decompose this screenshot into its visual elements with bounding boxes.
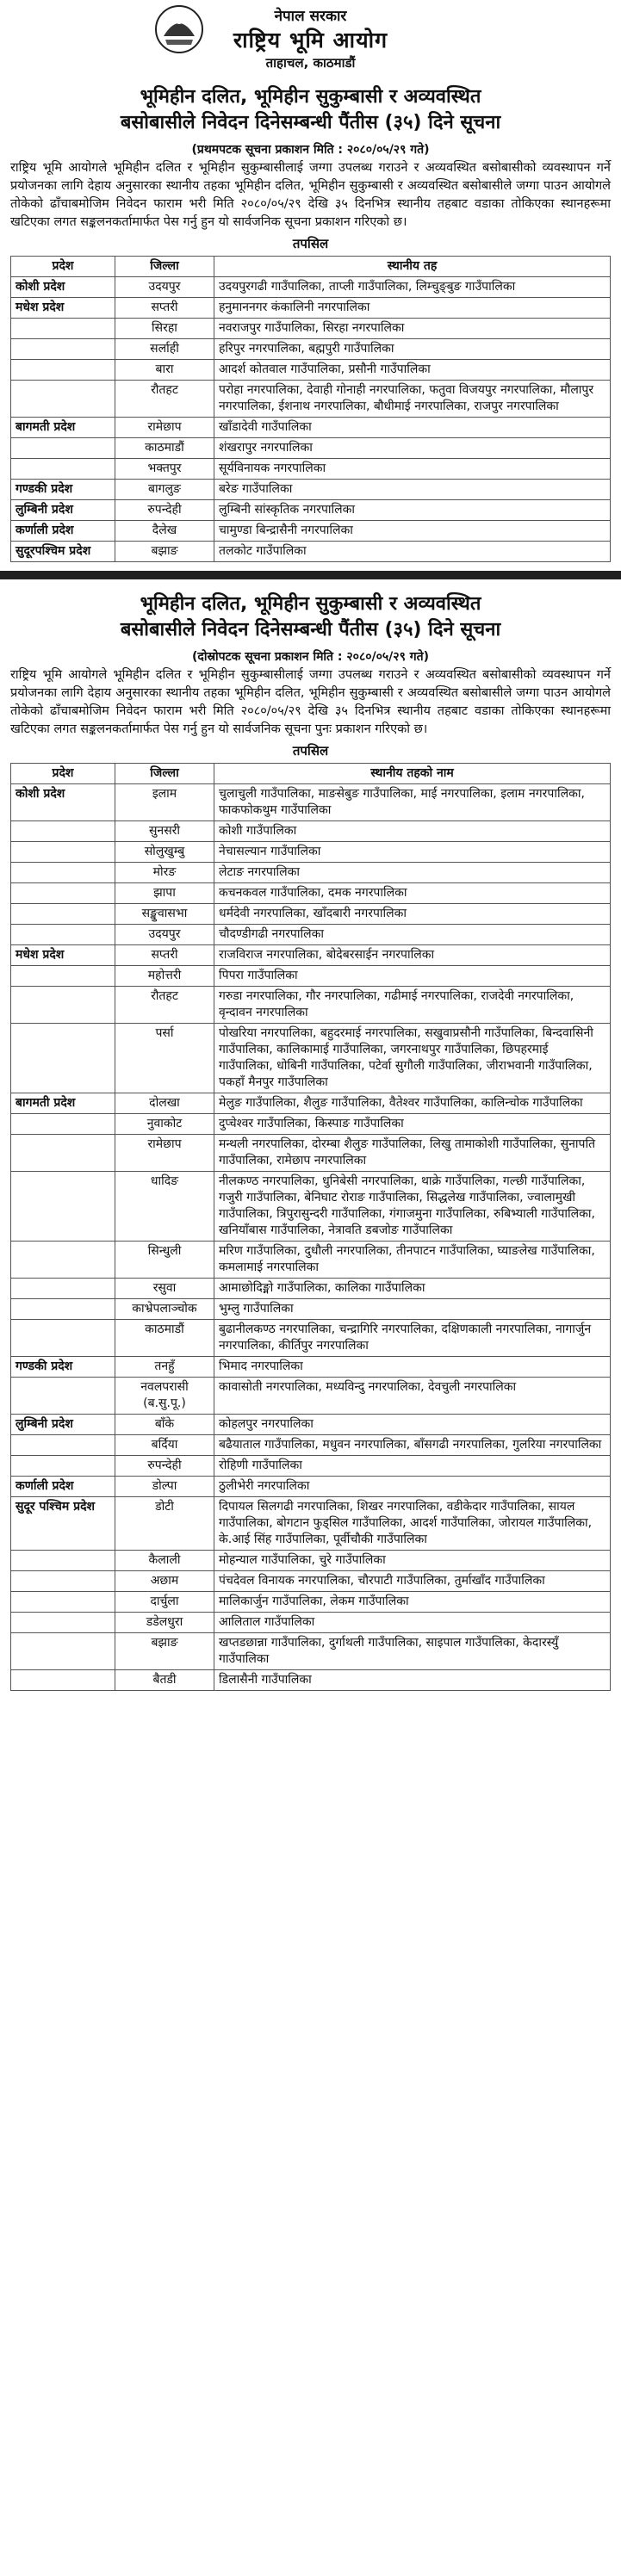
cell-local-levels: उदयपुरगढी गाउँपालिका, ताप्ली गाउँपालिका, लिम्चुङ्बुङ गाउँपालिका [214,277,611,298]
table-row [11,1456,611,1477]
cell-province [11,987,115,1024]
cell-province: सुदूर पश्चिम प्रदेश [11,1497,115,1551]
notice-body: राष्ट्रिय भूमि आयोगले भूमिहीन दलित र भूमिहीन सुकुम्बासीलाई जग्गा उपलब्ध गराउने र अव्यवस्थित बसोबासीको व्यवस्थापन गर्ने प्रयोजनका लागि देहाय अनुसारका स्थानीय तहका भूमिहीन दलित, भूमिहीन सुकुम्बासी र अव्यवस्थित बसोबासीले जग्गा पाउन आयोगले तोकेको ढाँचाबमोजिम निवेदन फाराम भरी मिति २०८०/०५/२९ देखि ३५ दिनभित्र स्थानीय तहबाट वडाका तोकिएका स्थानहरूमा खटिएका लगत सङ्कलनकर्तामार्फत पेस गर्नु हुन यो सार्वजनिक सूचना पुनः प्रकाशन गरिएको छ। [10,668,611,736]
header-district: जिल्ला [115,764,214,784]
cell-local-levels: मोहन्याल गाउँपालिका, चुरे गाउँपालिका [214,1551,611,1571]
cell-district: बाँके [115,1415,214,1435]
cell-local-levels: राजविराज नगरपालिका, बोदेबरसाईन नगरपालिका [214,945,611,966]
cell-local-levels: मरिण गाउँपालिका, दुधौली नगरपालिका, तीनपाटन गाउँपालिका, घ्याङलेख गाउँपालिका, कमलामाई नगरपालिका [214,1242,611,1279]
cell-district: सर्लाही [115,339,214,360]
table-row [11,500,611,521]
cell-district: सप्तरी [115,945,214,966]
cell-province [11,1299,115,1320]
cell-local-levels: आदर्श कोतवाल गाउँपालिका, प्रसौनी गाउँपालिका [214,360,611,381]
cell-local-levels: खप्तडछान्ना गाउँपालिका, दुर्गाथली गाउँपालिका, साइपाल गाउँपालिका, केदारस्युँ गाउँपालिका [214,1633,611,1670]
cell-province [11,1024,115,1093]
cell-province [11,360,115,381]
cell-province [11,1551,115,1571]
cell-province [11,821,115,842]
cell-district: सोलुखुम्बु [115,842,214,863]
cell-province: लुम्बिनी प्रदेश [11,500,115,521]
table-row [11,1435,611,1456]
cell-district: पर्सा [115,1024,214,1093]
cell-province [11,1456,115,1477]
cell-local-levels: धर्मदेवी नगरपालिका, खाँदबारी नगरपालिका [214,904,611,925]
cell-province [11,381,115,418]
table-row [11,1279,611,1299]
cell-local-levels: शंखरापुर नगरपालिका [214,438,611,459]
cell-district: नवलपरासी (ब.सु.पू.) [115,1378,214,1415]
cell-province: कोशी प्रदेश [11,784,115,821]
cell-district: सङ्खुवासभा [115,904,214,925]
cell-province [11,1435,115,1456]
table-row [11,339,611,360]
government-label: नेपाल सरकार [274,8,347,25]
table-row [11,842,611,863]
cell-province [11,1135,115,1172]
cell-local-levels: हरिपुर नगरपालिका, बह्मपुरी गाउँपालिका [214,339,611,360]
table-row [11,784,611,821]
publication-date: (दोस्रोपटक सूचना प्रकाशन मिति : २०८०/०५/२९ गते) [191,650,429,664]
cell-local-levels: कावासोती नगरपालिका, मध्यविन्दु नगरपालिका, देवचुली नगरपालिका [214,1378,611,1415]
notice-body: राष्ट्रिय भूमि आयोगले भूमिहीन दलित र भूमिहीन सुकुम्बासीलाई जग्गा उपलब्ध गराउने र अव्यवस्थित बसोबासीको व्यवस्थापन गर्ने प्रयोजनका लागि देहाय अनुसारका स्थानीय तहका भूमिहीन दलित, भूमिहीन सुकुम्बासी र अव्यवस्थित बसोबासीले जग्गा पाउन आयोगले तोकेको ढाँचाबमोजिम निवेदन फाराम भरी मिति २०८०/०५/२९ देखि ३५ दिनभित्र स्थानीय तहबाट वडाका तोकिएका स्थानहरूमा खटिएका लगत सङ्कलनकर्तामार्फत पेस गर्नु हुन यो सार्वजनिक सूचना प्रकाशन गरिएको छ। [10,161,611,229]
cell-district: बैतडी [115,1670,214,1691]
table-row [11,1135,611,1172]
cell-province [11,904,115,925]
cell-district: मोरङ [115,863,214,883]
publication-date: (प्रथमपटक सूचना प्रकाशन मिति : २०८०/०५/२९ गते) [191,143,430,157]
cell-local-levels: चुलाचुली गाउँपालिका, माङसेबुङ गाउँपालिका, माई नगरपालिका, इलाम नगरपालिका, फाकफोकथुम गाउँपालिका [214,784,611,821]
cell-local-levels: डिलासैनी गाउँपालिका [214,1670,611,1691]
cell-province: लुम्बिनी प्रदेश [11,1415,115,1435]
cell-local-levels: सूर्यविनायक नगरपालिका [214,459,611,480]
table-row [11,1477,611,1497]
cell-local-levels: पिपरा गाउँपालिका [214,966,611,987]
cell-district: उदयपुर [115,277,214,298]
cell-province [11,319,115,339]
cell-district: बझाङ [115,542,214,562]
cell-local-levels: ठुलीभेरी नगरपालिका [214,1477,611,1497]
cell-local-levels: बरेङ गाउँपालिका [214,480,611,500]
cell-province [11,1571,115,1592]
cell-local-levels: बुढानीलकण्ठ नगरपालिका, चन्द्रागिरि नगरपालिका, दक्षिणकाली नगरपालिका, नागार्जुन नगरपालिका, कीर्तिपुर नगरपालिका [214,1320,611,1357]
cell-district: भक्तपुर [115,459,214,480]
header-local-level: स्थानीय तह [214,257,611,277]
cell-province: बागमती प्रदेश [11,1093,115,1114]
cell-district: रुपन्देही [115,500,214,521]
table-row [11,459,611,480]
cell-district: काठमाडौं [115,1320,214,1357]
section-divider [0,571,621,579]
cell-district: इलाम [115,784,214,821]
cell-district: डडेलधुरा [115,1613,214,1633]
cell-local-levels: भुम्लु गाउँपालिका [214,1299,611,1320]
table-header-row [11,257,611,277]
notice-title [0,588,621,647]
notice-second [0,588,621,1691]
cell-province [11,1114,115,1135]
cell-province [11,1320,115,1357]
cell-province: कर्णाली प्रदेश [11,1477,115,1497]
cell-district: रामेछाप [115,1135,214,1172]
cell-province: मधेश प्रदेश [11,298,115,319]
table-row [11,438,611,459]
table-row [11,1571,611,1592]
cell-local-levels: पंचदेवल विनायक नगरपालिका, चौरपाटी गाउँपालिका, तुर्माखाँद गाउँपालिका [214,1571,611,1592]
cell-district: महोत्तरी [115,966,214,987]
schedule-label: तपसिल [292,743,329,759]
schedule-table [10,763,611,1691]
header-province: प्रदेश [11,257,115,277]
cell-local-levels: भिमाद नगरपालिका [214,1357,611,1378]
cell-province [11,1592,115,1613]
cell-district: सुनसरी [115,821,214,842]
cell-district: काठमाडौं [115,438,214,459]
cell-district: काभ्रेपलाञ्चोक [115,1299,214,1320]
table-row [11,1242,611,1279]
cell-province [11,863,115,883]
cell-province [11,339,115,360]
table-row [11,987,611,1024]
cell-local-levels: कचनकवल गाउँपालिका, दमक नगरपालिका [214,883,611,904]
cell-province [11,1613,115,1633]
notice-title-line2: बसोबासीले निवेदन दिनेसम्बन्धी पैंतीस (३५) दिने सूचना [120,619,501,641]
table-row [11,1592,611,1613]
cell-province [11,1670,115,1691]
cell-province [11,883,115,904]
cell-district: उदयपुर [115,925,214,945]
table-row [11,945,611,966]
table-row [11,1357,611,1378]
cell-district: बर्दिया [115,1435,214,1456]
cell-local-levels: चामुण्डा बिन्द्रासैनी नगरपालिका [214,521,611,542]
cell-local-levels: दिपायल सिलगढी नगरपालिका, शिखर नगरपालिका, वडीकेदार गाउँपालिका, सायल गाउँपालिका, बोगटान फुड्सिल गाउँपालिका, आदर्श गाउँपालिका, जोरायल गाउँपालिका, के.आई सिंह गाउँपालिका, पूर्वीचौकी गाउँपालिका [214,1497,611,1551]
cell-district: रुपन्देही [115,1456,214,1477]
table-row [11,1633,611,1670]
notice-title [0,81,621,139]
cell-province: कर्णाली प्रदेश [11,521,115,542]
cell-district: झापा [115,883,214,904]
table-row [11,1378,611,1415]
cell-province [11,925,115,945]
cell-province [11,1172,115,1242]
cell-district: सिरहा [115,319,214,339]
cell-province [11,842,115,863]
cell-district: दार्चुला [115,1592,214,1613]
cell-local-levels: मालिकार्जुन गाउँपालिका, लेकम गाउँपालिका [214,1592,611,1613]
cell-district: रामेछाप [115,418,214,438]
table-row [11,1024,611,1093]
cell-district: बागलुङ [115,480,214,500]
table-row [11,1415,611,1435]
cell-province: गण्डकी प्रदेश [11,1357,115,1378]
cell-local-levels: कोशी गाउँपालिका [214,821,611,842]
cell-district: धादिङ [115,1172,214,1242]
table-row [11,277,611,298]
table-row [11,1320,611,1357]
cell-local-levels: बढैयाताल गाउँपालिका, मधुवन नगरपालिका, बाँसगढी नगरपालिका, गुलरिया नगरपालिका [214,1435,611,1456]
cell-local-levels: हनुमाननगर कंकालिनी नगरपालिका [214,298,611,319]
cell-province: गण्डकी प्रदेश [11,480,115,500]
cell-local-levels: मन्थली नगरपालिका, दोरम्बा शैलुङ गाउँपालिका, लिखु तामाकोशी गाउँपालिका, सुनापति गाउँपालिका, रामेछाप नगरपालिका [214,1135,611,1172]
table-row [11,542,611,562]
table-row [11,904,611,925]
cell-province [11,1279,115,1299]
cell-local-levels: कोहलपुर नगरपालिका [214,1415,611,1435]
cell-district: रौतहट [115,381,214,418]
notice-first [0,81,621,562]
cell-local-levels: मेलुङ गाउँपालिका, शैलुङ गाउँपालिका, वैतेश्वर गाउँपालिका, कालिन्चोक गाउँपालिका [214,1093,611,1114]
cell-province [11,966,115,987]
cell-province [11,1378,115,1415]
table-row [11,1670,611,1691]
header-district: जिल्ला [115,257,214,277]
cell-province [11,438,115,459]
cell-district: अछाम [115,1571,214,1592]
table-header-row [11,764,611,784]
cell-province [11,459,115,480]
cell-province [11,1633,115,1670]
organization-address: ताहाचल, काठमाडौं [265,55,356,71]
table-row [11,1114,611,1135]
table-row [11,883,611,904]
table-row [11,863,611,883]
cell-district: नुवाकोट [115,1114,214,1135]
cell-province [11,1242,115,1279]
table-row [11,925,611,945]
table-row [11,1093,611,1114]
table-row [11,1613,611,1633]
cell-local-levels: लुम्बिनी सांस्कृतिक नगरपालिका [214,500,611,521]
nepal-emblem-icon [153,3,205,55]
cell-district: तनहुँ [115,1357,214,1378]
table-row [11,1299,611,1320]
notice-title-line1: भूमिहीन दलित, भूमिहीन सुकुम्बासी र अव्यवस्थित [140,593,481,615]
cell-district: बारा [115,360,214,381]
cell-province: सुदूरपश्चिम प्रदेश [11,542,115,562]
header-local-level: स्थानीय तहको नाम [214,764,611,784]
cell-local-levels: पोखरिया नगरपालिका, बहुदरमाई नगरपालिका, सखुवाप्रसौनी गाउँपालिका, बिन्दवासिनी गाउँपालिका, कालिकामाई गाउँपालिका, जगरनाथपुर गाउँपालिका, छिपहरमाई गाउँपालिका, धोबिनी गाउँपालिका, पटेर्वा सुगौली गाउँपालिका, जीराभवानी गाउँपालिका, पकहाँ मैनपुर गाउँपालिका [214,1024,611,1093]
cell-district: दोलखा [115,1093,214,1114]
cell-local-levels: दुप्चेश्वर गाउँपालिका, किस्पाङ गाउँपालिका [214,1114,611,1135]
table-row [11,966,611,987]
table-row [11,319,611,339]
cell-local-levels: लेटाङ नगरपालिका [214,863,611,883]
cell-district: सिन्धुली [115,1242,214,1279]
cell-district: रौतहट [115,987,214,1024]
cell-district: डोटी [115,1497,214,1551]
cell-district: बझाङ [115,1633,214,1670]
notice-title-line1: भूमिहीन दलित, भूमिहीन सुकुम्बासी र अव्यवस्थित [140,86,481,108]
cell-local-levels: नवराजपुर गाउँपालिका, सिरहा नगरपालिका [214,319,611,339]
table-row [11,298,611,319]
cell-local-levels: आलिताल गाउँपालिका [214,1613,611,1633]
cell-local-levels: आमाछोदिङ्मो गाउँपालिका, कालिका गाउँपालिका [214,1279,611,1299]
table-row [11,360,611,381]
cell-local-levels: खाँडादेवी गाउँपालिका [214,418,611,438]
cell-district: कैलाली [115,1551,214,1571]
cell-district: दैलेख [115,521,214,542]
cell-local-levels: गरुडा नगरपालिका, गौर नगरपालिका, गढीमाई नगरपालिका, राजदेवी नगरपालिका, वृन्दावन नगरपालिका [214,987,611,1024]
table-row [11,521,611,542]
table-row [11,1172,611,1242]
cell-district: सप्तरी [115,298,214,319]
cell-province: कोशी प्रदेश [11,277,115,298]
cell-district: डोल्पा [115,1477,214,1497]
cell-local-levels: परोहा नगरपालिका, देवाही गोनाही नगरपालिका, फतुवा विजयपुर नगरपालिका, मौलापुर नगरपालिका, ईशनाथ नगरपालिका, बौधीमाई नगरपालिका, राजपुर नगरपालिका [214,381,611,418]
cell-local-levels: नेचासल्यान गाउँपालिका [214,842,611,863]
table-row [11,381,611,418]
cell-district: रसुवा [115,1279,214,1299]
organization-name: राष्ट्रिय भूमि आयोग [233,28,388,53]
schedule-table [10,256,611,562]
cell-local-levels: रोहिणी गाउँपालिका [214,1456,611,1477]
cell-province: बागमती प्रदेश [11,418,115,438]
notice-header [0,0,621,81]
schedule-label: तपसिल [292,236,329,251]
cell-province: मधेश प्रदेश [11,945,115,966]
table-row [11,1551,611,1571]
table-row [11,821,611,842]
table-row [11,480,611,500]
cell-local-levels: चौदण्डीगढी नगरपालिका [214,925,611,945]
cell-local-levels: तलकोट गाउँपालिका [214,542,611,562]
notice-title-line2: बसोबासीले निवेदन दिनेसम्बन्धी पैंतीस (३५) दिने सूचना [120,112,501,133]
header-province: प्रदेश [11,764,115,784]
table-row [11,418,611,438]
cell-local-levels: नीलकण्ठ नगरपालिका, धुनिबेसी नगरपालिका, थाक्रे गाउँपालिका, गल्छी गाउँपालिका, गजुरी गाउँपालिका, बेनिघाट रोराङ गाउँपालिका, सिद्धलेख गाउँपालिका, ज्वालामुखी गाउँपालिका, त्रिपुरासुन्दरी गाउँपालिका, गंगाजमुना गाउँपालिका, रुबिभ्याली गाउँपालिका, खनियाँबास गाउँपालिका, नेत्रावति डबजोङ गाउँपालिका [214,1172,611,1242]
table-row [11,1497,611,1551]
